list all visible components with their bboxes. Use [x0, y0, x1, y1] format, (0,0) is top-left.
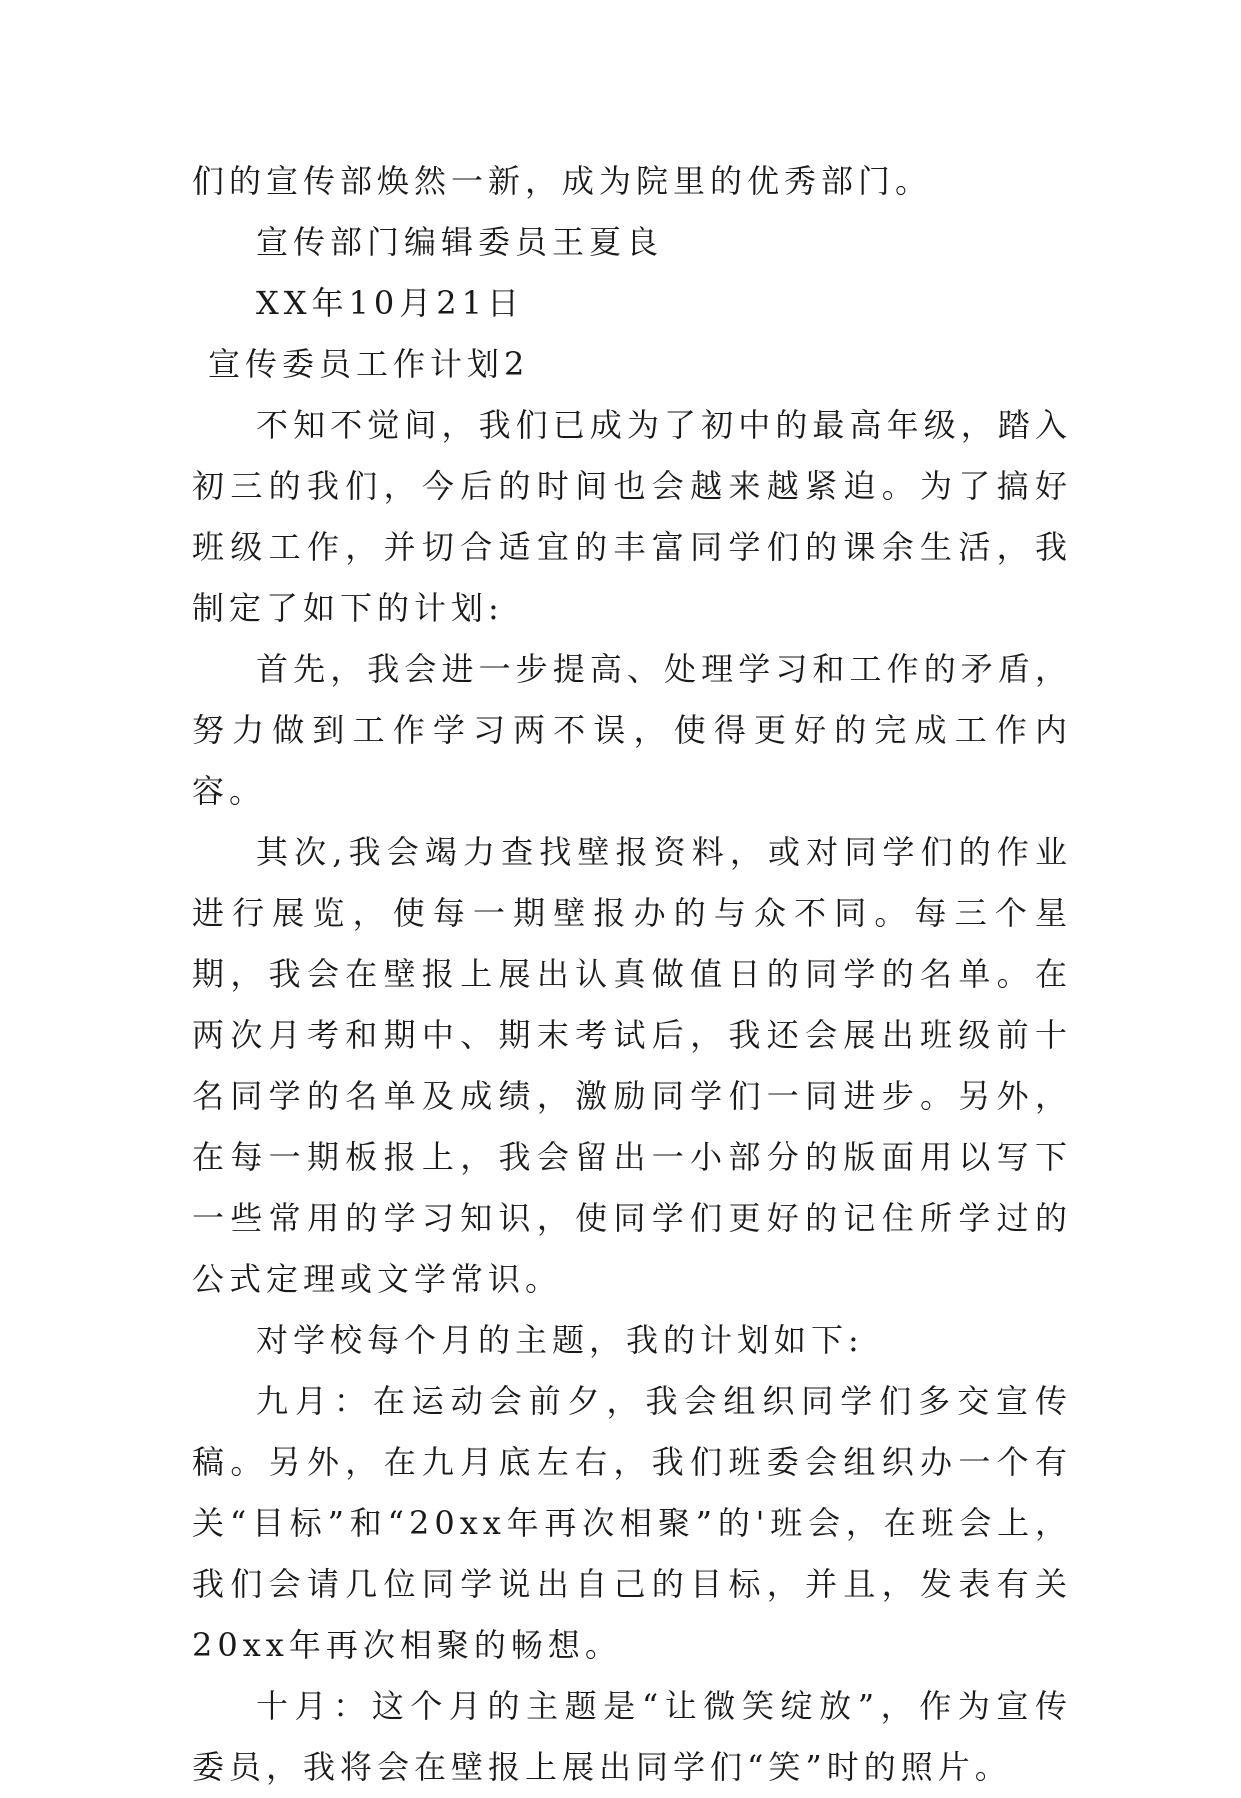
- paragraph-continuation: 们的宣传部焕然一新，成为院里的优秀部门。: [192, 162, 933, 200]
- paragraph-september: 九月：在运动会前夕，我会组织同学们多交宣传稿。另外，在九月底左右，我们班委会组织办一个有关“目标”和“20xx年再次相聚”的'班会，在班会上，我们会请几位同学说出自己的目标，并且，发表有关20xx年再次相聚的畅想。: [192, 1382, 1072, 1664]
- section-heading: 宣传委员工作计划2: [208, 345, 530, 383]
- paragraph-first: 首先，我会进一步提高、处理学习和工作的矛盾，努力做到工作学习两不误，使得更好的完成工作内容。: [192, 650, 1072, 810]
- signature-line: 宣传部门编辑委员王夏良: [256, 223, 664, 261]
- paragraph-intro: 不知不觉间，我们已成为了初中的最高年级，踏入初三的我们，今后的时间也会越来越紧迫。为了搞好班级工作，并切合适宜的丰富同学们的课余生活，我制定了如下的计划:: [192, 406, 1072, 627]
- paragraph-october: 十月：这个月的主题是“让微笑绽放”，作为宣传委员，我将会在壁报上展出同学们“笑”时的照片。: [192, 1687, 1072, 1786]
- paragraph-second: 其次,我会竭力查找壁报资料，或对同学们的作业进行展览，使每一期壁报办的与众不同。每三个星期，我会在壁报上展出认真做值日的同学的名单。在两次月考和期中、期末考试后，我还会展出班级前十名同学的名单及成绩，激励同学们一同进步。另外，在每一期板报上，我会留出一小部分的版面用以写下一些常用的学习知识，使同学们更好的记住所学过的公式定理或文学常识。: [192, 833, 1072, 1298]
- date-line: XX年10月21日: [256, 284, 525, 322]
- document-body: [192, 151, 1072, 1798]
- paragraph-monthly-plan: 对学校每个月的主题，我的计划如下:: [256, 1321, 864, 1359]
